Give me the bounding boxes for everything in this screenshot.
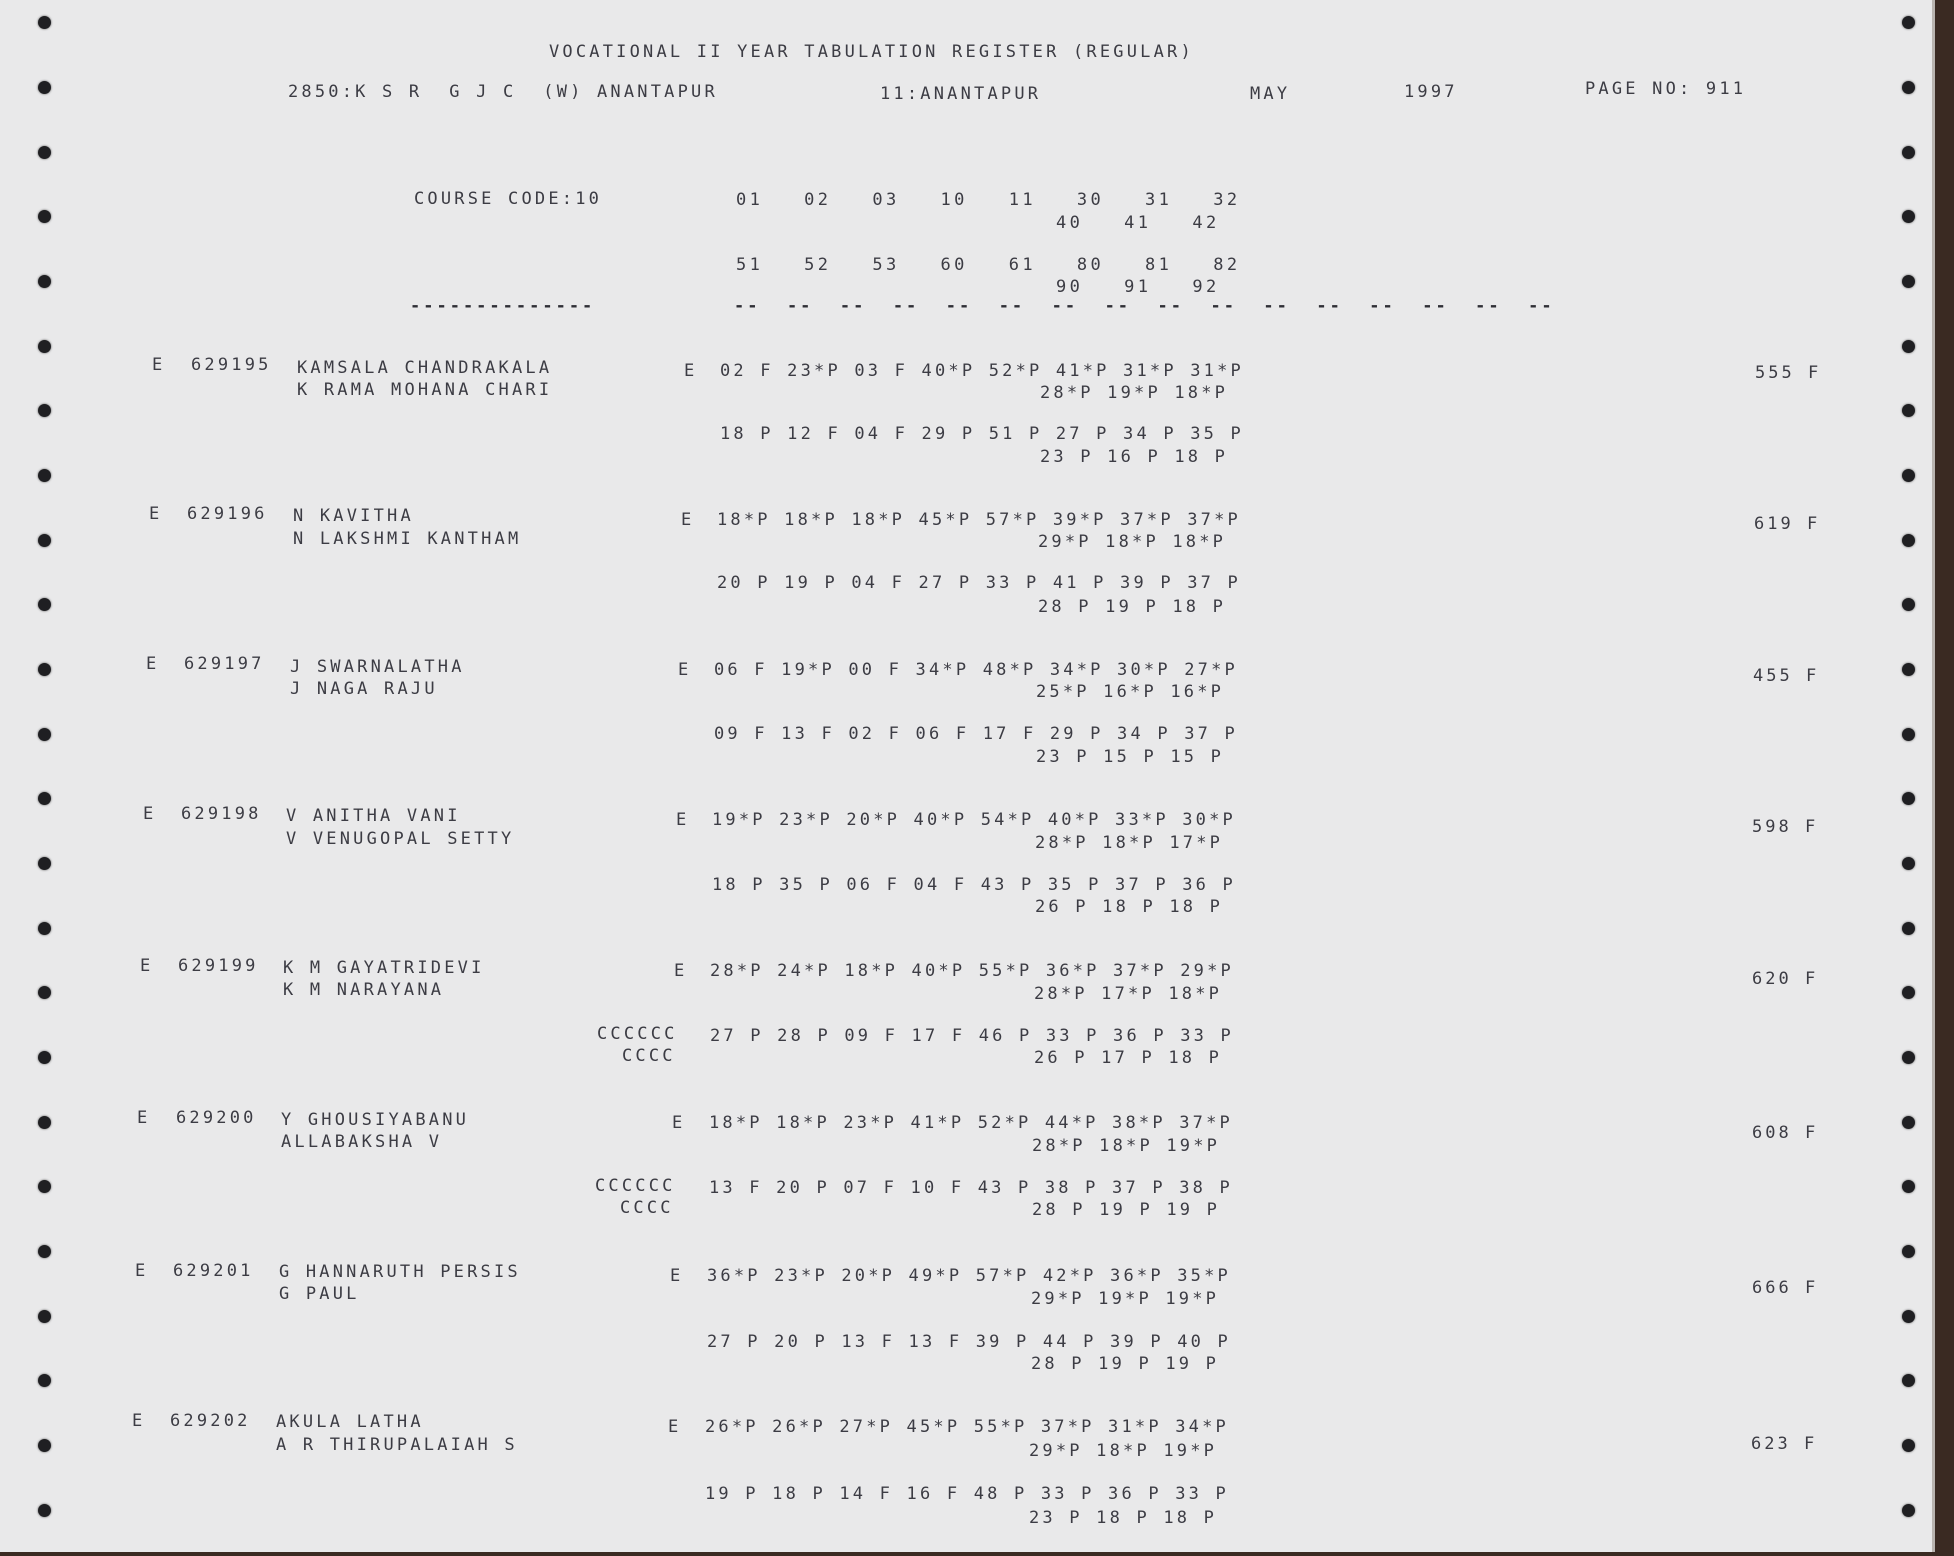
feed-hole [38, 857, 51, 870]
feed-hole [1902, 210, 1915, 223]
marks-line1: 28*P 24*P 18*P 40*P 55*P 36*P 37*P 29*P [710, 961, 1234, 981]
college-name: 2850:K S R G J C (W) ANANTAPUR [288, 82, 718, 102]
district-name: 11:ANANTAPUR [880, 84, 1042, 104]
record-flag: E [678, 660, 692, 680]
result-code-2: CCCC [622, 1046, 676, 1066]
record-flag: E [676, 810, 690, 830]
marks-line2b: 26 P 18 P 18 P [1035, 897, 1224, 917]
father-name: A R THIRUPALAIAH S [276, 1435, 518, 1455]
column-separator: -- -- -- -- -- -- -- -- -- -- -- -- -- -- -- -- [734, 296, 1555, 316]
father-name: K M NARAYANA [283, 980, 445, 1000]
marks-line2b: 28 P 19 P 19 P [1031, 1354, 1220, 1374]
record-prefix: E [132, 1411, 146, 1431]
marks-line1b: 28*P 19*P 18*P [1040, 383, 1229, 403]
father-name: ALLABAKSHA V [281, 1132, 443, 1152]
marks-line1: 18*P 18*P 18*P 45*P 57*P 39*P 37*P 37*P [717, 510, 1241, 530]
feed-hole [38, 210, 51, 223]
exam-month: MAY [1250, 84, 1291, 104]
marks-line1: 06 F 19*P 00 F 34*P 48*P 34*P 30*P 27*P [714, 660, 1238, 680]
feed-hole [1902, 275, 1915, 288]
marks-line1: 36*P 23*P 20*P 49*P 57*P 42*P 36*P 35*P [707, 1266, 1231, 1286]
marks-line1b: 29*P 19*P 19*P [1031, 1289, 1220, 1309]
father-name: K RAMA MOHANA CHARI [297, 380, 553, 400]
feed-hole [38, 1116, 51, 1129]
result-code: CCCCCC [597, 1024, 678, 1044]
course-code-label: COURSE CODE:10 [414, 189, 603, 209]
record-number: 629201 [173, 1261, 254, 1281]
grand-total: 666 F [1752, 1278, 1819, 1298]
record-prefix: E [143, 804, 157, 824]
marks-line2: 20 P 19 P 04 F 27 P 33 P 41 P 39 P 37 P [717, 573, 1241, 593]
feed-hole [1902, 1051, 1915, 1064]
marks-line1: 19*P 23*P 20*P 40*P 54*P 40*P 33*P 30*P [712, 810, 1236, 830]
feed-hole [38, 1374, 51, 1387]
result-code-2: CCCC [620, 1198, 674, 1218]
feed-hole [1902, 1116, 1915, 1129]
marks-line2: 13 F 20 P 07 F 10 F 43 P 38 P 37 P 38 P [709, 1178, 1233, 1198]
feed-hole [38, 404, 51, 417]
marks-line1b: 29*P 18*P 19*P [1029, 1441, 1218, 1461]
marks-line2: 19 P 18 P 14 F 16 F 48 P 33 P 36 P 33 P [705, 1484, 1229, 1504]
record-flag: E [670, 1266, 684, 1286]
record-number: 629196 [187, 504, 268, 524]
record-flag: E [674, 961, 688, 981]
marks-line2: 18 P 12 F 04 F 29 P 51 P 27 P 34 P 35 P [720, 424, 1244, 444]
feed-hole [1902, 728, 1915, 741]
feed-hole [38, 986, 51, 999]
feed-hole [1902, 81, 1915, 94]
candidate-name: V ANITHA VANI [286, 806, 461, 826]
record-flag: E [681, 510, 695, 530]
feed-hole [1902, 1180, 1915, 1193]
record-number: 629197 [184, 654, 265, 674]
grand-total: 555 F [1755, 363, 1822, 383]
marks-line2b: 23 P 16 P 18 P [1040, 447, 1229, 467]
feed-hole [1902, 598, 1915, 611]
feed-hole [38, 1439, 51, 1452]
exam-year: 1997 [1404, 82, 1458, 102]
feed-hole [1902, 857, 1915, 870]
feed-hole [1902, 146, 1915, 159]
feed-hole [38, 922, 51, 935]
page-number: PAGE NO: 911 [1585, 79, 1747, 99]
marks-line2b: 23 P 15 P 15 P [1036, 747, 1225, 767]
marks-line2: 18 P 35 P 06 F 04 F 43 P 35 P 37 P 36 P [712, 875, 1236, 895]
grand-total: 455 F [1753, 666, 1820, 686]
subject-codes-row1b: 40 41 42 [1056, 213, 1220, 233]
feed-hole [1902, 1374, 1915, 1387]
marks-line1: 02 F 23*P 03 F 40*P 52*P 41*P 31*P 31*P [720, 361, 1244, 381]
record-prefix: E [140, 956, 154, 976]
marks-line2: 27 P 20 P 13 F 13 F 39 P 44 P 39 P 40 P [707, 1332, 1231, 1352]
record-prefix: E [135, 1261, 149, 1281]
feed-hole [1902, 1310, 1915, 1323]
feed-hole [1902, 340, 1915, 353]
course-underline: -------------- [410, 296, 596, 316]
feed-hole [1902, 922, 1915, 935]
feed-hole [38, 534, 51, 547]
feed-hole [1902, 1245, 1915, 1258]
feed-hole [38, 81, 51, 94]
feed-hole [38, 1310, 51, 1323]
grand-total: 598 F [1752, 817, 1819, 837]
feed-hole [38, 275, 51, 288]
grand-total: 619 F [1754, 514, 1821, 534]
record-prefix: E [146, 654, 160, 674]
feed-hole [38, 146, 51, 159]
feed-hole [38, 1180, 51, 1193]
subject-codes-row2b: 90 91 92 [1056, 277, 1220, 297]
result-code: CCCCCC [595, 1176, 676, 1196]
marks-line1b: 28*P 18*P 19*P [1032, 1136, 1221, 1156]
feed-hole [38, 663, 51, 676]
feed-hole [38, 16, 51, 29]
record-number: 629198 [181, 804, 262, 824]
record-number: 629199 [178, 956, 259, 976]
marks-line2b: 23 P 18 P 18 P [1029, 1508, 1218, 1528]
record-number: 629195 [191, 355, 272, 375]
feed-hole [1902, 986, 1915, 999]
marks-line1b: 28*P 18*P 17*P [1035, 833, 1224, 853]
marks-line1: 18*P 18*P 23*P 41*P 52*P 44*P 38*P 37*P [709, 1113, 1233, 1133]
record-prefix: E [149, 504, 163, 524]
feed-hole [38, 728, 51, 741]
feed-hole [1902, 469, 1915, 482]
feed-hole [1902, 404, 1915, 417]
feed-hole [1902, 1504, 1915, 1517]
marks-line1b: 29*P 18*P 18*P [1038, 532, 1227, 552]
subject-codes-row1: 01 02 03 10 11 30 31 32 [736, 190, 1241, 210]
feed-hole [1902, 663, 1915, 676]
feed-hole [1902, 16, 1915, 29]
feed-hole [1902, 1439, 1915, 1452]
record-prefix: E [152, 355, 166, 375]
candidate-name: Y GHOUSIYABANU [281, 1110, 470, 1130]
subject-codes-row2: 51 52 53 60 61 80 81 82 [736, 255, 1241, 275]
record-flag: E [684, 361, 698, 381]
marks-line1: 26*P 26*P 27*P 45*P 55*P 37*P 31*P 34*P [705, 1417, 1229, 1437]
feed-hole [1902, 534, 1915, 547]
marks-line1b: 28*P 17*P 18*P [1034, 984, 1223, 1004]
feed-hole [38, 598, 51, 611]
record-prefix: E [137, 1108, 151, 1128]
feed-hole [38, 1504, 51, 1517]
candidate-name: AKULA LATHA [276, 1412, 424, 1432]
feed-hole [1902, 792, 1915, 805]
feed-hole [38, 1245, 51, 1258]
grand-total: 620 F [1752, 969, 1819, 989]
grand-total: 608 F [1752, 1123, 1819, 1143]
marks-line2b: 26 P 17 P 18 P [1034, 1048, 1223, 1068]
register-title: VOCATIONAL II YEAR TABULATION REGISTER (REGULAR) [549, 42, 1194, 62]
father-name: N LAKSHMI KANTHAM [293, 529, 522, 549]
marks-line1b: 25*P 16*P 16*P [1036, 682, 1225, 702]
marks-line2b: 28 P 19 P 18 P [1038, 597, 1227, 617]
record-number: 629202 [170, 1411, 251, 1431]
marks-line2: 27 P 28 P 09 F 17 F 46 P 33 P 36 P 33 P [710, 1026, 1234, 1046]
feed-hole [38, 1051, 51, 1064]
father-name: G PAUL [279, 1284, 360, 1304]
candidate-name: J SWARNALATHA [290, 657, 465, 677]
record-flag: E [672, 1113, 686, 1133]
marks-line2b: 28 P 19 P 19 P [1032, 1200, 1221, 1220]
father-name: V VENUGOPAL SETTY [286, 829, 515, 849]
candidate-name: K M GAYATRIDEVI [283, 958, 485, 978]
father-name: J NAGA RAJU [290, 679, 438, 699]
feed-hole [38, 340, 51, 353]
candidate-name: G HANNARUTH PERSIS [279, 1262, 521, 1282]
feed-hole [38, 792, 51, 805]
grand-total: 623 F [1751, 1434, 1818, 1454]
record-number: 629200 [176, 1108, 257, 1128]
candidate-name: N KAVITHA [293, 506, 414, 526]
record-flag: E [668, 1417, 682, 1437]
feed-hole [38, 469, 51, 482]
candidate-name: KAMSALA CHANDRAKALA [297, 358, 553, 378]
marks-line2: 09 F 13 F 02 F 06 F 17 F 29 P 34 P 37 P [714, 724, 1238, 744]
